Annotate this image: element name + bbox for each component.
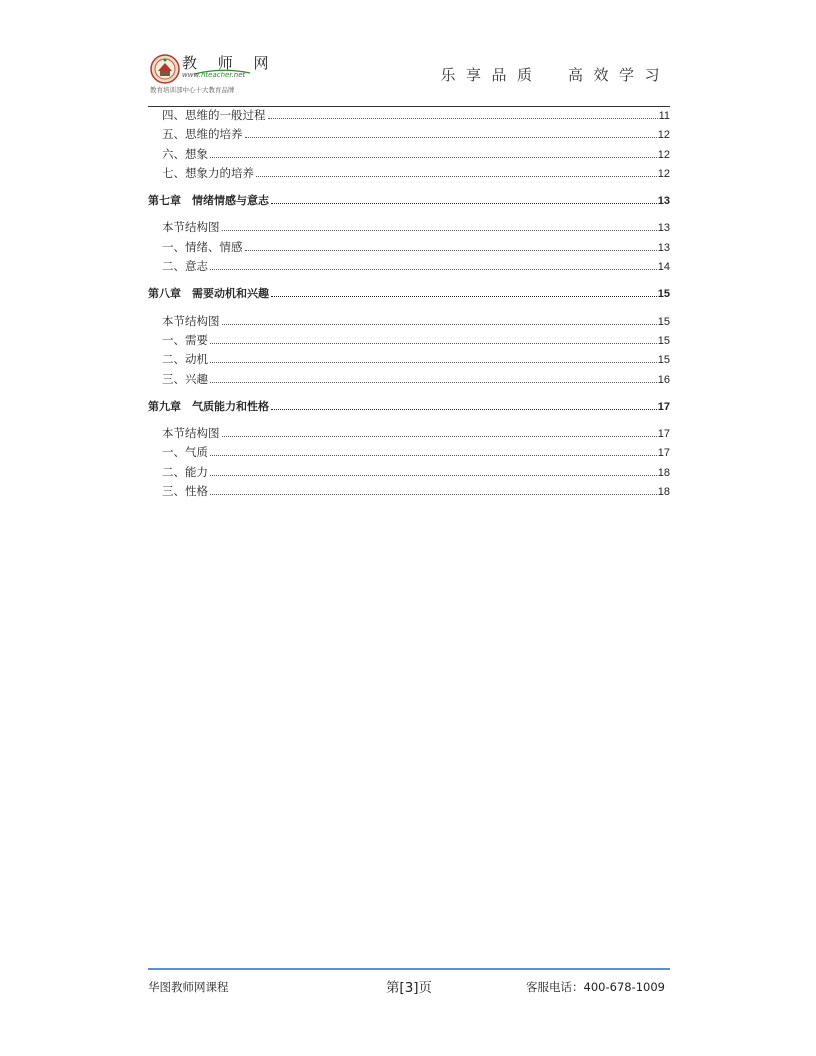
toc-entry-title: 四、思维的一般过程	[162, 108, 266, 122]
toc-page-number: 15	[657, 334, 670, 347]
toc-entry-title: 三、兴趣	[162, 371, 208, 386]
page-number: 第[3]页	[385, 980, 433, 996]
dot-leader	[268, 118, 658, 119]
footer-service-phone: 客服电话：400-678-1009	[526, 980, 665, 994]
toc-entry-title: 本节结构图	[162, 426, 220, 441]
footer-course-name: 华图教师网课程	[148, 980, 229, 994]
toc-page-number: 13	[657, 195, 670, 208]
dot-leader	[210, 475, 657, 476]
toc-page-number: 18	[657, 486, 670, 499]
page-header	[148, 48, 670, 107]
dot-leader	[222, 436, 657, 437]
dot-leader	[210, 494, 657, 495]
dot-leader	[222, 324, 657, 325]
toc-entry-title: 二、意志	[162, 259, 208, 274]
toc-page-number: 13	[657, 222, 670, 235]
toc-entry-title: 本节结构图	[162, 313, 220, 328]
toc-entry-row[interactable]	[148, 257, 670, 276]
dot-leader	[271, 409, 657, 410]
toc-page-number: 15	[657, 354, 670, 367]
toc-chapter-row[interactable]	[148, 191, 670, 210]
toc-entry-title: 第八章 需要动机和兴趣	[148, 287, 269, 301]
dot-leader	[256, 176, 657, 177]
header-slogan: 乐享品质 高效学习	[440, 66, 670, 84]
page-footer	[148, 968, 670, 1000]
logo-url-suffix: .net	[231, 71, 246, 79]
dot-leader	[210, 382, 657, 383]
toc-entry-row[interactable]	[148, 370, 670, 389]
toc-entry-title: 一、需要	[162, 332, 208, 347]
toc-entry-title: 二、动机	[162, 352, 208, 367]
dot-leader	[210, 157, 657, 158]
toc-entry-title: 二、能力	[162, 464, 208, 479]
toc-chapter-row[interactable]	[148, 284, 670, 303]
toc-page-number: 11	[658, 110, 670, 122]
dot-leader	[222, 230, 657, 231]
toc-page-number: 18	[657, 466, 670, 479]
toc-entry-row[interactable]	[148, 312, 670, 331]
toc-entry-title: 七、想象力的培养	[162, 165, 254, 180]
teacher-net-logo[interactable]	[148, 52, 277, 96]
toc-chapter-row[interactable]	[148, 397, 670, 416]
toc-page-number: 15	[657, 288, 670, 301]
toc-entry-row[interactable]	[148, 238, 670, 257]
toc-entry-row[interactable]	[148, 145, 670, 164]
dot-leader	[245, 137, 657, 138]
toc-page-number: 15	[657, 315, 670, 328]
dot-leader	[210, 343, 657, 344]
dot-leader	[271, 203, 657, 204]
toc-entry-title: 一、气质	[162, 445, 208, 460]
toc-entry-row[interactable]	[148, 463, 670, 482]
emblem-icon	[150, 54, 180, 84]
toc-entry-row[interactable]	[148, 218, 670, 237]
toc-entry-row[interactable]	[148, 424, 670, 443]
toc-entry-title: 第九章 气质能力和性格	[148, 399, 269, 413]
toc-page-number: 13	[657, 241, 670, 254]
toc-entry-row[interactable]	[148, 106, 670, 125]
toc-entry-title: 本节结构图	[162, 220, 220, 235]
toc-page-number: 17	[657, 400, 670, 413]
toc-page-number: 12	[657, 148, 670, 161]
dot-leader	[210, 362, 657, 363]
logo-url	[182, 71, 245, 79]
toc-page-number: 16	[657, 373, 670, 386]
toc-entry-row[interactable]	[148, 482, 670, 501]
logo-url-accent: hteacher	[200, 71, 232, 79]
toc-page-number: 14	[657, 261, 670, 274]
toc-page-number: 12	[657, 129, 670, 142]
dot-leader	[245, 250, 657, 251]
toc-entry-title: 三、性格	[162, 484, 208, 499]
toc-page-number: 17	[657, 428, 670, 441]
dot-leader	[271, 296, 657, 297]
toc-entry-row[interactable]	[148, 164, 670, 183]
toc-entry-title: 五、思维的培养	[162, 127, 243, 142]
toc-entry-row[interactable]	[148, 350, 670, 369]
logo-name: 教 师 网	[182, 54, 277, 72]
table-of-contents	[148, 106, 670, 501]
dot-leader	[210, 455, 657, 456]
logo-tagline: 教育培训部中心十大教育品牌	[150, 86, 235, 94]
toc-entry-title: 一、情绪、情感	[162, 239, 243, 254]
toc-entry-title: 第七章 情绪情感与意志	[148, 194, 269, 208]
toc-entry-title: 六、想象	[162, 146, 208, 161]
logo-url-prefix: www.	[182, 71, 201, 79]
toc-entry-row[interactable]	[148, 443, 670, 462]
toc-entry-row[interactable]	[148, 331, 670, 350]
toc-entry-row[interactable]	[148, 125, 670, 144]
toc-page-number: 12	[657, 167, 670, 180]
dot-leader	[210, 269, 657, 270]
toc-page-number: 17	[657, 447, 670, 460]
